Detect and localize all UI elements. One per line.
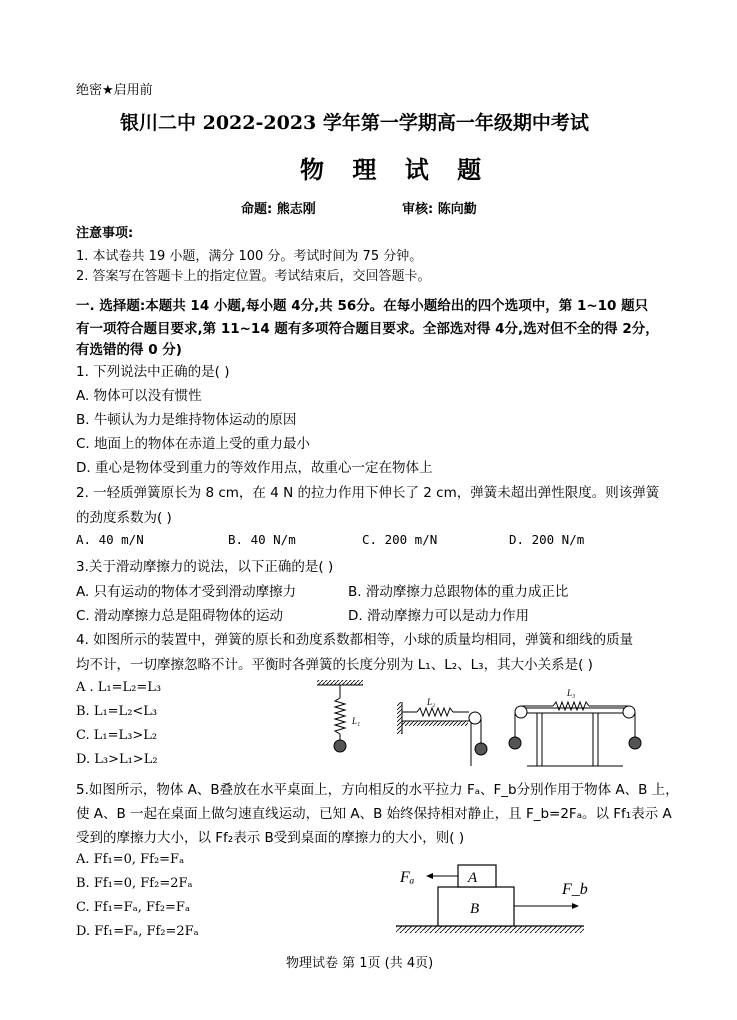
table (402, 721, 468, 726)
pulley (623, 706, 635, 718)
exam-title: 银川二中 2022-2023 学年第一学期高一年级期中考试 (120, 112, 589, 134)
q3-option: C. 滑动摩擦力总是阻碍物体的运动 (76, 608, 284, 624)
label-fb: F_b (562, 881, 588, 898)
exam-subtitle: 物 理 试 题 (300, 155, 492, 184)
ball (509, 737, 521, 749)
q5-stem: 受到的摩擦力大小，以 Ff₂表示 B受到桌面的摩擦力的大小，则( ) (76, 830, 465, 846)
pulley (515, 706, 527, 718)
q1-option: C. 地面上的物体在赤道上受的重力最小 (76, 436, 311, 452)
q4-option: D. L₃>L₁>L₂ (76, 752, 158, 767)
q3-option: D. 滑动摩擦力可以是动力作用 (348, 608, 529, 624)
label-l1: L₁ (352, 716, 361, 726)
section-instruction: 有一项符合题目要求,第 11~14 题有多项符合题目要求。全部选对得 4分,选对但不全的得 2分， (76, 321, 659, 337)
q4-stem: 均不计，一切摩擦忽略不计。平衡时各弹簧的长度分别为 L₁、L₂、L₃，其大小关系是( ) (76, 657, 593, 673)
q5-block-figure (392, 856, 592, 940)
q5-option: D. Ff₁=Fₐ, Ff₂=2Fₐ (76, 924, 199, 939)
q5-option: C. Ff₁=Fₐ, Ff₂=Fₐ (76, 900, 190, 915)
q1-stem: 1. 下列说法中正确的是( ) (76, 364, 230, 380)
ball (334, 740, 346, 752)
q1-option: A. 物体可以没有惯性 (76, 388, 202, 404)
q3-stem: 3.关于滑动摩擦力的说法，以下正确的是( ) (76, 559, 334, 575)
q4-option: B. L₁=L₂<L₃ (76, 704, 158, 719)
q4-option: C. L₁=L₃>L₂ (76, 728, 158, 743)
wall (397, 702, 402, 734)
label-l3: L₃ (567, 688, 576, 698)
q4-option: A . L₁=L₂=L₃ (76, 680, 162, 695)
confidential-mark: 绝密★启用前 (76, 83, 153, 98)
ground (396, 926, 584, 933)
q2-option: C. 200 m/N (362, 532, 438, 547)
section-instruction: 一. 选择题:本题共 14 小题,每小题 4分,共 56分。在每小题给出的四个选项中，第 1~10 题只 (76, 298, 649, 314)
table (523, 708, 627, 713)
ball (475, 743, 487, 755)
proposer: 命题: 熊志刚 (241, 202, 316, 217)
note-item: 2. 答案写在答题卡上的指定位置。考试结束后，交回答题卡。 (76, 269, 431, 284)
q5-stem: 使 A、B 一起在桌面上做匀速直线运动，已知 A、B 始终保持相对静止，且 F_b=2Fₐ。以 Ff₁表示 A (76, 806, 672, 822)
q2-stem: 2. 一轻质弹簧原长为 8 cm，在 4 N 的拉力作用下伸长了 2 cm，弹簧未超出弹性限度。则该弹簧 (76, 485, 660, 501)
label-l2: L₂ (427, 697, 436, 707)
section-instruction: 有选错的得 0 分) (76, 342, 182, 358)
label-fa: Fₐ (400, 869, 415, 886)
q2-option: D. 200 N/m (509, 532, 585, 547)
q2-stem: 的劲度系数为( ) (76, 510, 172, 526)
spring (335, 698, 345, 734)
page-footer: 物理试卷 第 1页 (共 4页) (286, 956, 434, 971)
q2-option: B. 40 N/m (228, 532, 296, 547)
q3-option: B. 滑动摩擦力总跟物体的重力成正比 (348, 584, 569, 600)
q5-option: B. Ff₁=0, Ff₂=2Fₐ (76, 876, 193, 891)
q1-option: B. 牛顿认为力是维持物体运动的原因 (76, 412, 297, 428)
note-item: 1. 本试卷共 19 小题，满分 100 分。考试时间为 75 分钟。 (76, 249, 423, 264)
ball (629, 737, 641, 749)
label-a: A (468, 870, 478, 886)
q3-option: A. 只有运动的物体才受到滑动摩擦力 (76, 584, 297, 600)
reviewer: 审核: 陈向勤 (402, 202, 477, 217)
pulley (469, 712, 481, 724)
q5-option: A. Ff₁=0, Ff₂=Fₐ (76, 852, 185, 867)
q5-stem: 5.如图所示，物体 A、B叠放在水平桌面上，方向相反的水平拉力 Fₐ、F_b分别作用于物体 A、B 上， (76, 782, 679, 798)
spring (553, 702, 589, 710)
q4-spring-figure (305, 674, 650, 774)
spring (417, 708, 453, 716)
q4-stem: 4. 如图所示的装置中，弹簧的原长和劲度系数都相等，小球的质量均相同，弹簧和细线的质量 (76, 632, 634, 648)
ceiling (317, 680, 363, 685)
label-b: B (470, 901, 480, 917)
notes-heading: 注意事项: (76, 226, 134, 241)
q1-option: D. 重心是物体受到重力的等效作用点，故重心一定在物体上 (76, 460, 433, 476)
q2-option: A. 40 m/N (76, 532, 144, 547)
